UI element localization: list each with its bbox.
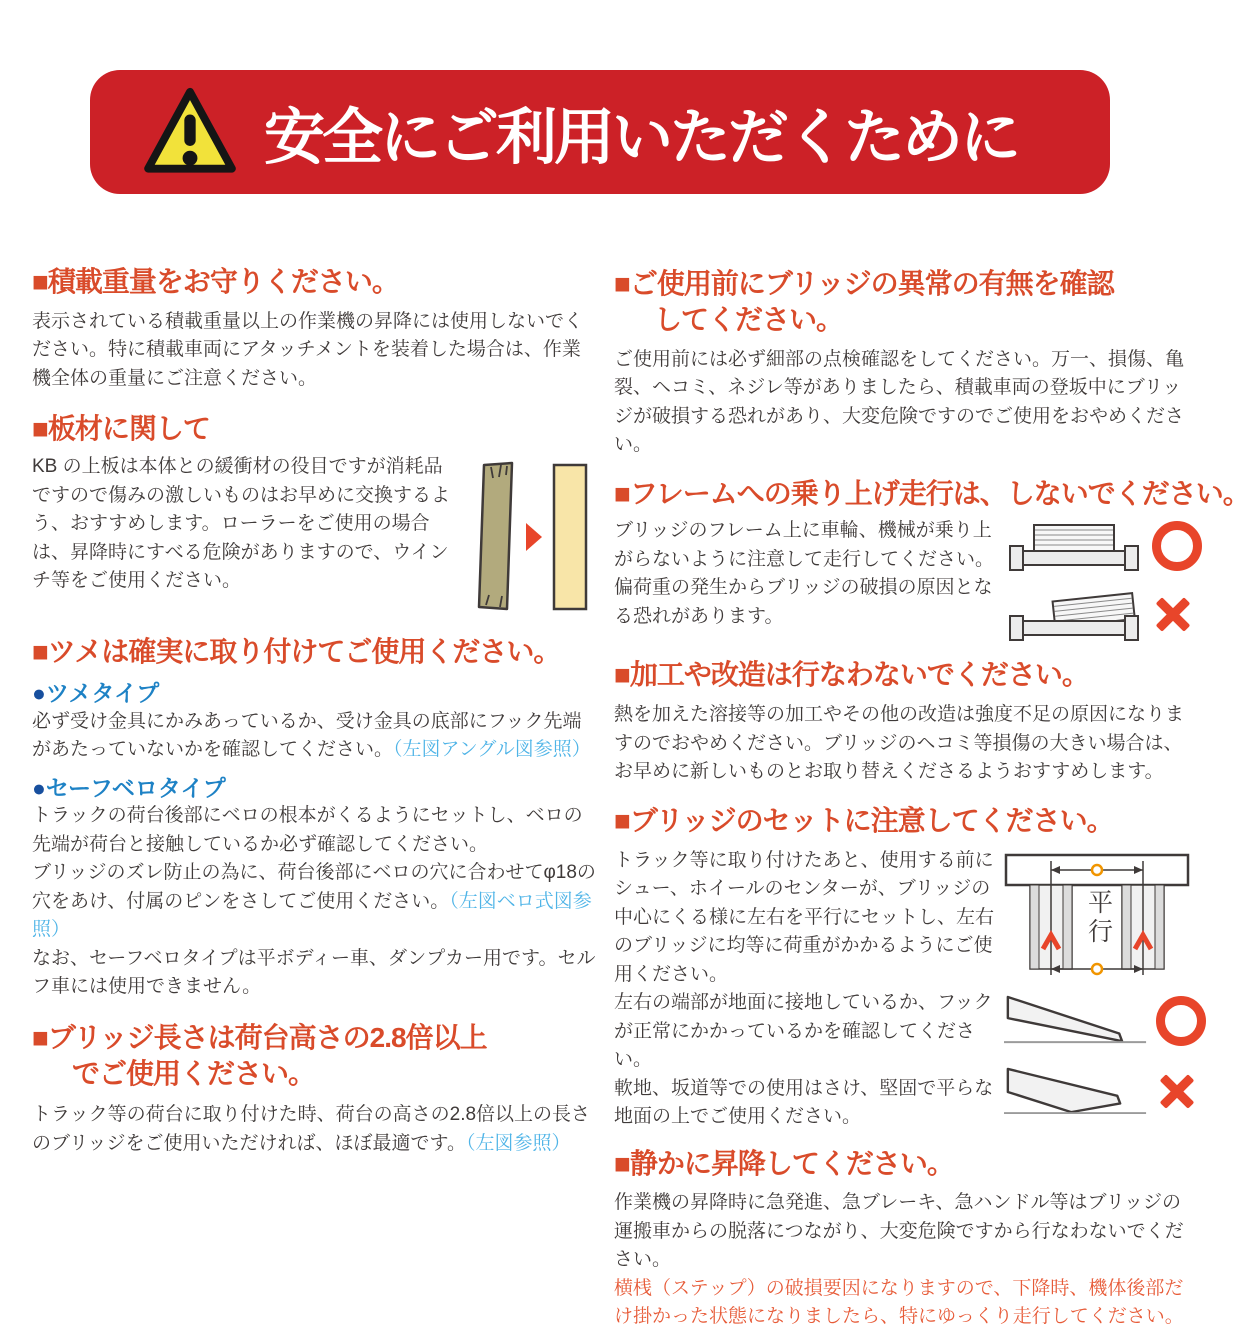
frame-body-2: 偏荷重の発生からブリッジの破損の原因となる恐れがあります。 — [614, 577, 993, 627]
safebero-body-2: ブリッジのズレ防止の為に、荷台後部にベロの穴に合わせてφ18の穴をあけ、付属のピンをさしてご使用ください。（左図ベロ式図参照） — [32, 862, 596, 941]
frame-illustrations — [1004, 517, 1194, 643]
section-modify — [614, 657, 1194, 786]
bridge-length-body: トラック等の荷台に取り付けた時、荷台の高さの2.8倍以上の長さのブリッジをご使用いただければ、ほぼ最適です。（左図参照） — [32, 1104, 591, 1154]
safebero-body-1: トラックの荷台後部にベロの根本がくるようにセットし、ベロの先端が荷台と接触しているか必ず確認してください。 — [32, 805, 583, 855]
bridge-length-heading-line1: ■ブリッジ長さは荷台高さの2.8倍以上 — [32, 1021, 487, 1053]
inspect-body: ご使用前には必ず細部の点検確認をしてください。万一、損傷、亀裂、ヘコミ、ネジレ等がありましたら、積載車両の登坂中にブリッジが破損する恐れがあり、大変危険ですのでご使用をおやめください。 — [614, 348, 1185, 456]
parallel-set-diagram — [1004, 847, 1190, 981]
claw-heading: ■ツメは確実に取り付けてご使用ください。 — [32, 636, 561, 668]
new-board-icon — [554, 465, 586, 609]
tsume-type-body: 必ず受け金具にかみあっているか、受け金具の底部にフック先端があたっていないかを確認してください。（左図アングル図参照） — [32, 710, 591, 761]
section-board — [32, 411, 598, 620]
quiet-body: 作業機の昇降時に急発進、急ブレーキ、急ハンドル等はブリッジの運搬車からの脱落につながり、大変危険ですから行なわないでください。 — [614, 1192, 1184, 1271]
setup-body-2: 左右の端部が地面に接地しているか、フックが正常にかかっているかを確認してください。 — [614, 992, 993, 1071]
quiet-heading: ■静かに昇降してください。 — [614, 1147, 954, 1179]
right-column — [614, 258, 1250, 1332]
title-banner — [90, 70, 1110, 194]
left-column — [32, 258, 598, 1158]
bridge-length-heading-line2: でご使用ください。 — [72, 1057, 316, 1089]
modify-heading: ■加工や改造は行なわないでください。 — [614, 659, 1089, 691]
modify-body: 熱を加えた溶接等の加工やその他の改造は強度不足の原因になりますのでおやめください。ブリッジのヘコミ等損傷の大きい場合は、お早めに新しいものとお取り替えくださるようおすすめします。 — [614, 704, 1185, 783]
load-weight-body: 表示されている積載重量以上の作業機の昇降には使用しないでください。特に積載車両にアタッチメントを装着した場合は、作業機全体の重量にご注意ください。 — [32, 310, 584, 389]
ng-mark-icon — [1156, 1070, 1198, 1112]
ramp-grounded-diagram — [1004, 991, 1148, 1051]
setup-body-3: 軟地、坂道等での使用はさけ、堅固で平らな地面の上でご使用ください。 — [614, 1077, 994, 1128]
ok-mark-icon — [1156, 996, 1206, 1046]
inspect-heading-line1: ■ご使用前にブリッジの異常の有無を確認 — [614, 268, 1114, 299]
ok-mark-icon — [1152, 521, 1202, 571]
replace-arrow-icon — [526, 523, 542, 551]
board-replacement-illustration — [470, 457, 598, 620]
wheel-centered-diagram — [1004, 517, 1144, 575]
section-claw — [32, 634, 598, 1002]
setup-illustrations — [1004, 847, 1194, 1121]
section-quiet — [614, 1146, 1194, 1332]
frame-body-1: ブリッジのフレーム上に車輪、機械が乗り上がらないように注意して走行してください。 — [614, 520, 995, 570]
quiet-warning-body: 横桟（ステップ）の破損要因になりますので、下降時、機体後部だけ掛かった状態になりましたら、特にゆっくり走行してください。 — [614, 1277, 1184, 1328]
section-inspect — [614, 266, 1194, 460]
inspect-heading-line2: してください。 — [654, 303, 844, 335]
wheel-offcenter-diagram — [1004, 585, 1144, 643]
tsume-type-subheading: ●ツメタイプ — [32, 679, 160, 706]
section-setup — [614, 803, 1194, 1132]
safebero-type-subheading: ●セーフベロタイプ — [32, 774, 226, 801]
board-body: KB の上板は本体との緩衝材の役目ですが消耗品ですので傷みの激しいものはお早めに交換するよう、おすすめします。ローラーをご使用の場合は、昇降時にすべる危険がありますので、ウインチ等をご使用ください。 — [32, 456, 451, 592]
section-load-weight — [32, 264, 598, 393]
worn-board-icon — [479, 463, 512, 609]
warning-triangle-icon — [142, 82, 238, 182]
figure-reference: （左図ベロ式図参照） — [32, 890, 592, 941]
load-weight-heading: ■積載重量をお守りください。 — [32, 266, 399, 297]
figure-reference: （左図アングル図参照） — [393, 739, 591, 761]
page-title: 安全にご利用いただくために — [264, 102, 1019, 171]
ramp-floating-diagram — [1004, 1061, 1148, 1121]
setup-body-1: トラック等に取り付けたあと、使用する前にシュー、ホイールのセンターが、ブリッジの中心にくる様に左右を平行にセットし、左右のブリッジに均等に荷重がかかるようにご使用ください。 — [614, 849, 995, 985]
bullet-icon: ● — [32, 774, 46, 801]
parallel-label: 平行 — [1084, 888, 1113, 947]
ng-mark-icon — [1152, 593, 1194, 635]
safebero-body-3: なお、セーフベロタイプは平ボディー車、ダンプカー用です。セルフ車には使用できません。 — [32, 947, 596, 998]
board-heading: ■板材に関して — [32, 413, 210, 445]
section-bridge-length — [32, 1020, 598, 1159]
section-frame — [614, 476, 1250, 644]
figure-reference: （左図参照） — [465, 1132, 571, 1154]
setup-heading: ■ブリッジのセットに注意してください。 — [614, 804, 1114, 836]
frame-heading: ■フレームへの乗り上げ走行は、しないでください。 — [614, 477, 1250, 509]
bullet-icon: ● — [32, 679, 46, 706]
